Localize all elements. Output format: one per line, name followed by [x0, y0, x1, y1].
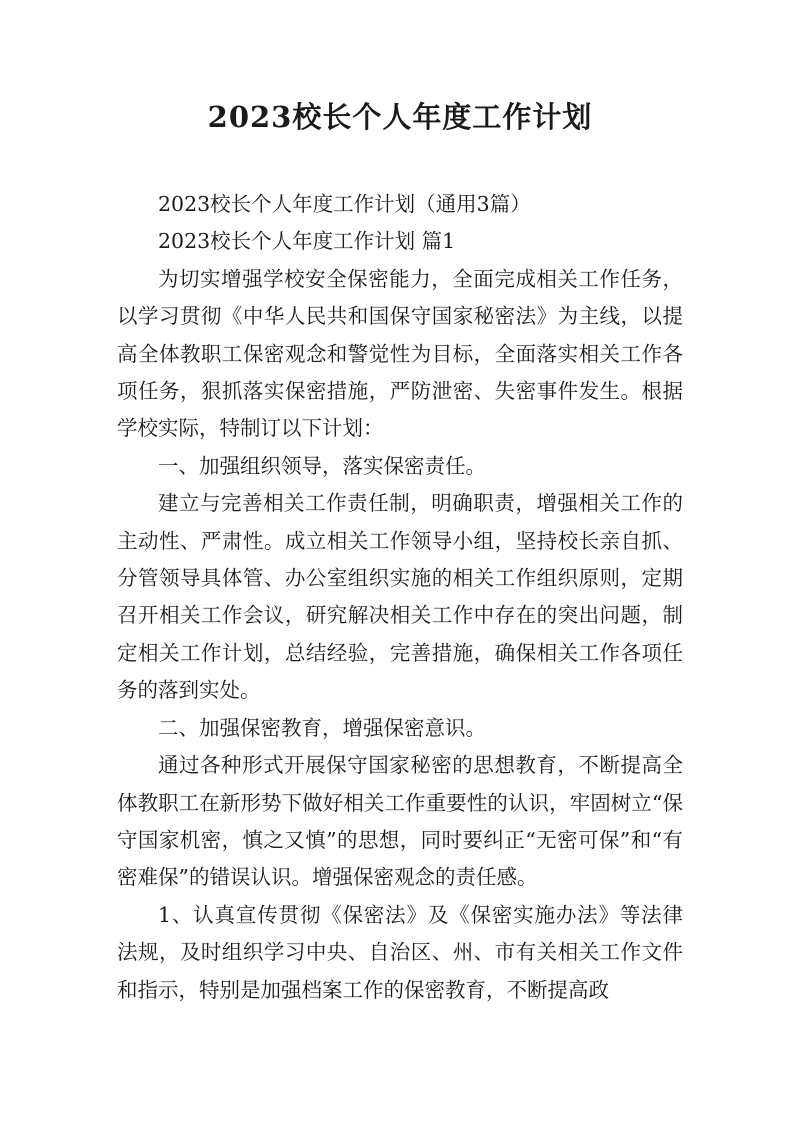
paragraph-body-2: 通过各种形式开展保守国家秘密的思想教育，不断提高全体教职工在新形势下做好相关工作重要性的认识，牢固树立“保守国家机密，慎之又慎”的思想，同时要纠正“无密可保”和“有密难保”的错误认识。增强保密观念的责任感。	[117, 753, 683, 890]
document-body	[117, 186, 683, 1009]
paragraph-section-heading: 2023校长个人年度工作计划 篇1	[158, 229, 456, 254]
paragraph-item-1: 1、认真宣传贯彻《保密法》及《保密实施办法》等法律法规，及时组织学习中央、自治区、州、市有关相关工作文件和指示，特别是加强档案工作的保密教育，不断提高政	[117, 902, 683, 1002]
paragraph-intro: 为切实增强学校安全保密能力，全面完成相关工作任务，以学习贯彻《中华人民共和国保守国家秘密法》为主线，以提高全体教职工保密观念和警觉性为目标，全面落实相关工作各项任务，狠抓落实保密措施，严防泄密、失密事件发生。根据学校实际，特制订以下计划：	[117, 266, 683, 441]
document-title: 2023校长个人年度工作计划	[207, 100, 593, 134]
paragraph-heading-1: 一、加强组织领导，落实保密责任。	[158, 453, 486, 478]
paragraph-body-1: 建立与完善相关工作责任制，明确职责，增强相关工作的主动性、严肃性。成立相关工作领导小组，坚持校长亲自抓、分管领导具体管、办公室组织实施的相关工作组织原则，定期召开相关工作会议，研究解决相关工作中存在的突出问题，制定相关工作计划，总结经验，完善措施，确保相关工作各项任务的落到实处。	[117, 491, 683, 703]
paragraph-heading-2: 二、加强保密教育，增强保密意识。	[158, 715, 486, 740]
paragraph-subtitle: 2023校长个人年度工作计划（通用3篇）	[158, 192, 531, 216]
